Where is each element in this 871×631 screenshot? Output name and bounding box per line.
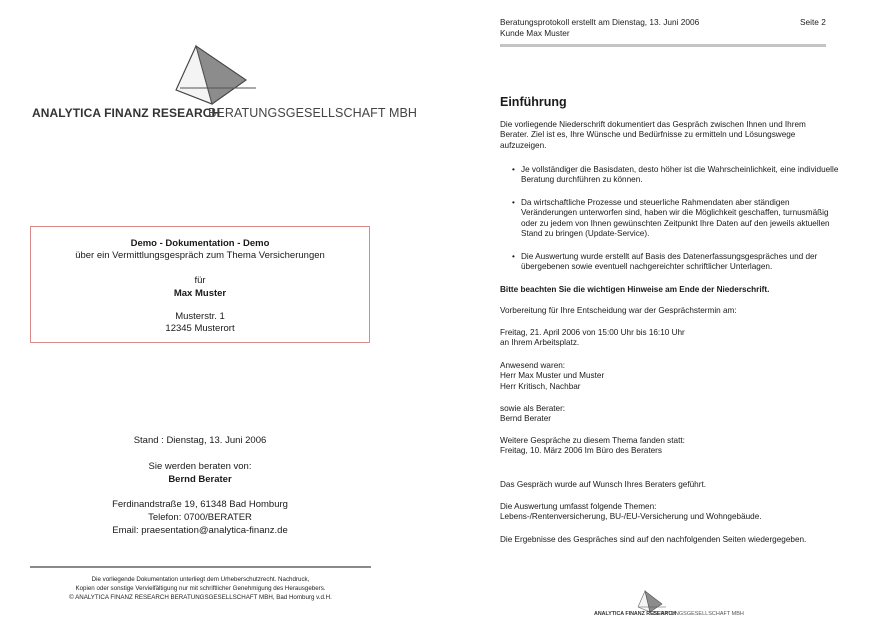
text-line: Herr Max Muster und Muster (500, 371, 605, 381)
text-line: Die vorliegende Niederschrift dokumentiert das Gespräch zwischen Ihnen und Ihrem (500, 120, 806, 129)
advisor-name: Bernd Berater (168, 474, 232, 485)
client-header: Kunde Max Muster (500, 28, 570, 38)
text-line: Da wirtschaftliche Prozesse und steuerliche Rahmendaten aber ständigen (521, 198, 790, 207)
page-number: Seite 2 (800, 17, 826, 27)
text-line: Beratung durchführen zu können. (521, 175, 643, 185)
attendees-block (500, 361, 830, 392)
intro-paragraph (500, 120, 830, 151)
text-line: Die Auswertung wurde erstellt auf Basis des Datenerfassungsgespräches und der (521, 252, 818, 261)
text-line: Freitag, 10. März 2006 Im Büro des Beraters (500, 446, 663, 456)
company-logo (32, 42, 418, 126)
topics-block (500, 502, 830, 523)
text-line: oder zu jedem von Ihnen gewünschten Zeitpunkt Ihre Daten auf den jeweils aktuellen (521, 218, 830, 228)
pyramid-logo-icon (172, 42, 262, 108)
text-line: Veränderungen unterworfen sind, haben wir die Möglichkeit geschaffen, turnusmäßig (521, 208, 829, 218)
footer-divider (30, 566, 371, 568)
client-city: 12345 Musterort (165, 323, 235, 334)
prep-text: Vorbereitung für Ihre Entscheidung war der Gesprächstermin am: (500, 306, 737, 315)
advisor-email: Email: praesentation@analytica-finanz.de (112, 525, 288, 536)
footer-line: Kopien oder sonstige Vervielfältigung nur mit schriftlicher Genehmigung des Herausgebers. (75, 585, 326, 592)
advisor-address: Ferdinandstraße 19, 61348 Bad Homburg (112, 499, 288, 510)
advised-by-label: Sie werden beraten von: (148, 461, 252, 472)
text-line: Lebens-/Rentenversicherung, BU-/EU-Versicherung und Wohngebäude. (500, 512, 762, 522)
text-line: Je vollständiger die Basisdaten, desto höher ist die Wahrscheinlichkeit, eine individuelle (521, 165, 839, 174)
brand-name-left: ANALYTICA FINANZ RESEARCH (32, 106, 221, 120)
text-line: aufzuzeigen. (500, 140, 547, 150)
text-line: Berater. Ziel ist es, Ihre Wünsche und Bedürfnisse zu ermitteln und Lösungswege (500, 130, 796, 140)
advisor-block (500, 404, 830, 425)
document-subtitle: über ein Vermittlungsgespräch zum Thema Versicherungen (75, 250, 325, 261)
company-logo-small (594, 590, 744, 620)
advisor-phone: Telefon: 0700/BERATER (148, 512, 252, 523)
brand-name-right: BERATUNGSGESELLSCHAFT MBH (653, 611, 744, 617)
text-line: Die Auswertung umfasst folgende Themen: (500, 502, 657, 511)
footer-line: © ANALYTICA FINANZ RESEARCH BERATUNGSGESELLSCHAFT MBH, Bad Homburg v.d.H. (69, 594, 332, 601)
results-text: Die Ergebnisse des Gespräches sind auf den nachfolgenden Seiten wiedergegeben. (500, 535, 807, 544)
protocol-header: Beratungsprotokoll erstellt am Dienstag, 13. Juni 2006 (500, 17, 700, 27)
appointment-block (500, 328, 830, 349)
title-box (30, 226, 370, 343)
requested-text: Das Gespräch wurde auf Wunsch Ihres Beraters geführt. (500, 480, 706, 489)
footer-line: Die vorliegende Dokumentation unterliegt dem Urheberschutzrecht. Nachdruck, (91, 576, 310, 583)
for-label: für (194, 275, 206, 286)
header-divider (500, 44, 826, 47)
text-line: sowie als Berater: (500, 404, 566, 413)
important-notice: Bitte beachten Sie die wichtigen Hinweise am Ende der Niederschrift. (500, 285, 770, 294)
brand-name-right: BERATUNGSGESELLSCHAFT MBH (208, 106, 418, 120)
text-line: Freitag, 21. April 2006 von 15:00 Uhr bis 16:10 Uhr (500, 328, 685, 337)
text-line: Stand zu bringen (Update-Service). (521, 229, 650, 239)
text-line: Bernd Berater (500, 414, 551, 424)
text-line: Anwesend waren: (500, 361, 566, 370)
section-heading: Einführung (500, 95, 567, 109)
text-line: Weitere Gespräche zu diesem Thema fanden statt: (500, 436, 685, 445)
further-meetings-block (500, 436, 830, 457)
bullet-icon: • (512, 252, 515, 261)
client-street: Musterstr. 1 (175, 311, 225, 322)
text-line: an Ihrem Arbeitsplatz. (500, 338, 580, 348)
client-name: Max Muster (173, 288, 227, 299)
bullet-icon: • (512, 198, 515, 207)
text-line: Herr Kritisch, Nachbar (500, 381, 581, 391)
stand-date: Stand : Dienstag, 13. Juni 2006 (133, 435, 267, 446)
document-title: Demo - Dokumentation - Demo (130, 238, 270, 249)
bullet-icon: • (512, 165, 515, 174)
text-line: übergebenen sowie eventuell nachgereichter schriftlicher Unterlagen. (521, 262, 773, 272)
brand-name-left: ANALYTICA FINANZ RESEARCH (594, 611, 677, 617)
